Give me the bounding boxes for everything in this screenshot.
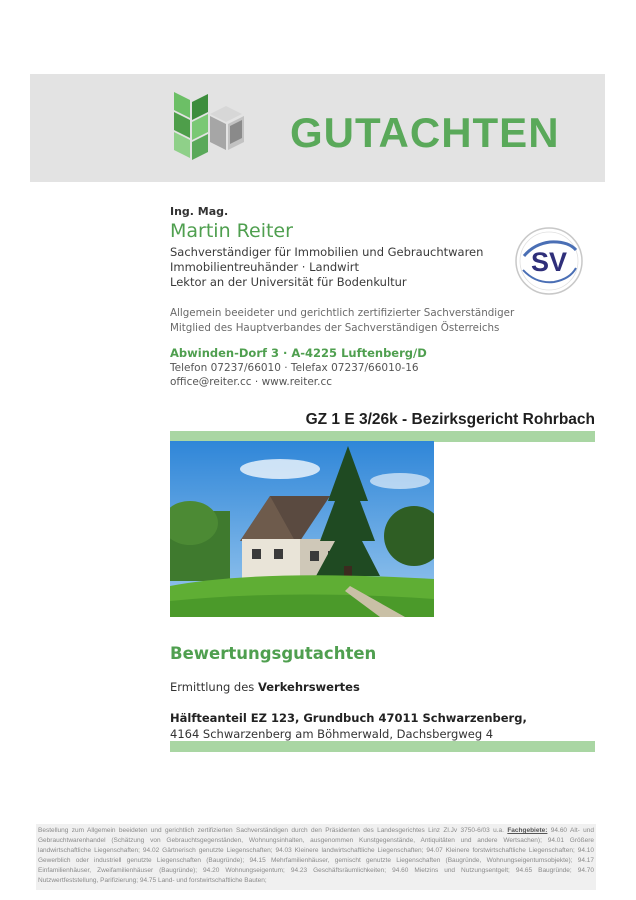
subtitle-bold: Verkehrswertes xyxy=(257,680,360,694)
address: Abwinden-Dorf 3 · A-4225 Luftenberg/D xyxy=(170,346,427,360)
expert-title-line: Immobilientreuhänder · Landwirt xyxy=(170,260,360,274)
expert-name: Martin Reiter xyxy=(170,220,293,242)
contact-phone: Telefon 07237/66010 · Telefax 07237/66010-16 xyxy=(170,362,419,374)
contact-email-web: office@reiter.cc · www.reiter.cc xyxy=(170,376,333,388)
certification-line: Allgemein beeideter und gerichtlich zertifizierter Sachverständiger xyxy=(170,307,515,319)
expert-title-line: Sachverständiger für Immobilien und Gebrauchtwaren xyxy=(170,245,484,259)
certification-line: Mitglied des Hauptverbandes der Sachverständigen Österreichs xyxy=(170,322,500,334)
property-line-2: 4164 Schwarzenberg am Böhmerwald, Dachsbergweg 4 xyxy=(170,727,494,741)
footer-note xyxy=(36,824,596,890)
expert-prefix: Ing. Mag. xyxy=(170,205,229,218)
document-subtitle xyxy=(170,680,360,694)
expert-titles xyxy=(170,245,483,290)
expert-title-line: Lektor an der Universität für Bodenkultur xyxy=(170,275,407,289)
stacked-cubes-logo-icon xyxy=(170,92,262,166)
property-line-1: Hälfteanteil EZ 123, Grundbuch 47011 Schwarzenberg, xyxy=(170,711,527,725)
subtitle-prefix: Ermittlung des xyxy=(170,680,255,694)
sv-seal-icon xyxy=(514,226,584,296)
document-title: Bewertungsgutachten xyxy=(170,644,377,663)
header-title: GUTACHTEN xyxy=(290,109,560,156)
house-photo xyxy=(170,441,434,617)
divider-bar xyxy=(170,741,595,752)
footer-label: Fachgebiete: xyxy=(507,827,548,834)
certification-block xyxy=(170,306,514,336)
footer-text: Bestellung zum Allgemein beeideten und gerichtlich zertifizierten Sachverständigen durch den Präsidenten des Landesgerichtes Linz Zl.Jv 3750-6/03 u.a. xyxy=(38,827,504,834)
seal-text: SV xyxy=(530,247,568,277)
case-number: GZ 1 E 3/26k - Bezirksgericht Rohrbach xyxy=(305,411,595,428)
property-block xyxy=(170,710,527,742)
contact-block xyxy=(170,361,419,389)
footer-areas: 94.60 Alt- und Gebrauchtwarenhandel (Schätzung von Gebrauchtsgegenständen, Wohnungsinhalten, ausgenommen Kunstgegenstände, Antiquitäten und andere Wertsachen); 94.01 Größere landwirtschaftliche Liegenschaften; 94.02 Gärtnerisch genutzte Liegenschaften; 94.03 Kleinere landwirtschaftliche Liegenschaften; 94.07 Kleinere forstwirtschaftliche Liegenschaften; 94.10 Gewerblich oder industriell genutzte Liegenschaften (Baugründe); 94.15 Mehrfamilienhäuser, gemischt genutzte Liegenschaften (Baugründe, Wohnungseigentumsobjekte); 94.17 Einfamilienhäuser, Zweifamilienhäuser (Baugründe); 94.20 Wohnungseigentum; 94.23 Geschäftsräumlichkeiten; 94.60 Mietzins und Nutzungsentgelt; 94.65 Baugründe; 94.70 Nutzwertfeststellung, Parifizierung; 94.75 Land- und forstwirtschaftliche Bauten; xyxy=(38,827,594,884)
